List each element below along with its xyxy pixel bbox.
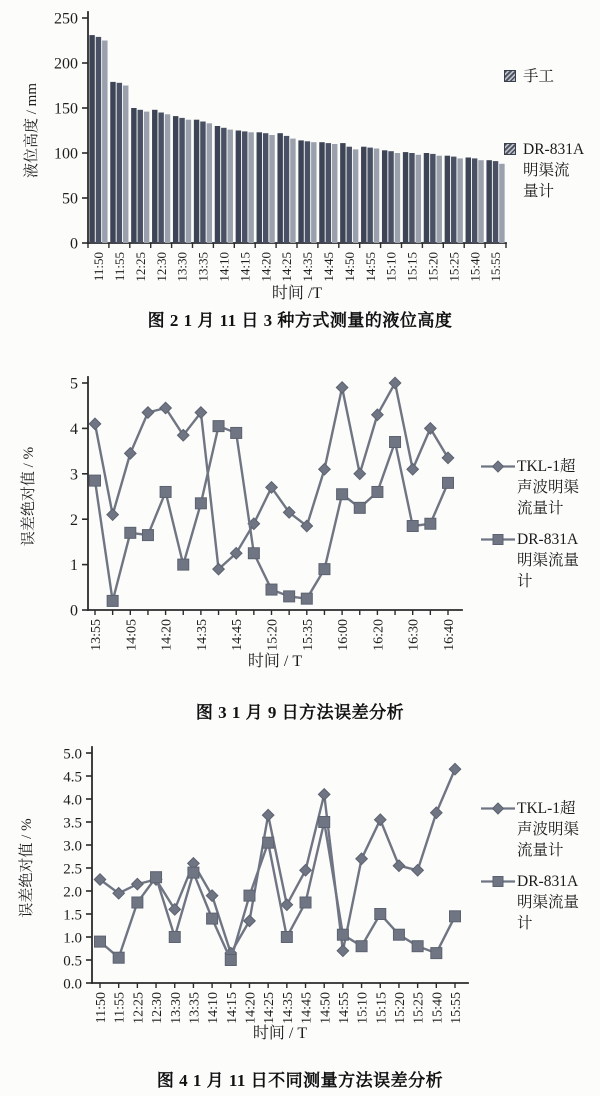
x-tick-label: 14:55: [362, 252, 378, 282]
legend-item: [504, 66, 584, 87]
x-tick-label: 14:35: [194, 619, 210, 651]
bar: [298, 140, 303, 243]
x-tick-label: 11:55: [112, 992, 128, 1024]
data-point: [337, 929, 348, 940]
y-tick-label: 0: [70, 602, 78, 620]
x-tick-label: 15:20: [425, 252, 441, 282]
y-tick-label: 250: [54, 10, 78, 28]
y-tick-label: 2: [70, 511, 78, 529]
x-tick-label: 14:25: [262, 992, 278, 1024]
data-point: [142, 530, 153, 541]
x-tick-label: 16:40: [442, 619, 458, 651]
x-tick-label: 14:50: [341, 252, 357, 282]
data-point: [372, 486, 383, 497]
bar: [215, 126, 220, 243]
bar: [430, 154, 435, 243]
x-tick-label: 12:25: [131, 992, 147, 1024]
hatch-square-icon: [504, 70, 516, 82]
bar: [257, 132, 262, 243]
chart-legend: [504, 66, 584, 254]
y-tick-label: 0.0: [63, 976, 82, 993]
bar: [144, 112, 149, 243]
bar: [424, 153, 429, 243]
bar: [409, 153, 414, 243]
bar: [131, 108, 136, 243]
bar: [236, 131, 241, 244]
x-tick-label: 14:35: [300, 252, 316, 282]
x-tick-label: 14:15: [224, 992, 240, 1024]
x-tick-label: 12:30: [150, 992, 166, 1024]
chart-legend: [481, 798, 579, 944]
figure-4: [0, 730, 600, 1096]
data-point: [442, 452, 454, 464]
bar: [173, 116, 178, 243]
diamond-marker-icon: [481, 802, 515, 815]
bar: [117, 83, 122, 243]
data-point: [300, 865, 312, 877]
x-tick-label: 15:35: [300, 619, 316, 651]
data-point: [132, 897, 143, 908]
data-point: [356, 941, 367, 952]
data-point: [337, 945, 349, 957]
x-tick-label: 15:55: [488, 251, 504, 282]
x-tick-label: 14:55: [336, 992, 352, 1024]
figure-2: [0, 0, 600, 345]
figure-3: [0, 360, 600, 725]
x-tick-label: 11:50: [94, 992, 110, 1024]
y-axis: [70, 376, 88, 620]
data-point: [407, 521, 418, 532]
legend-label: DR-831A 明渠流 量计: [523, 141, 585, 200]
legend-item: [481, 456, 579, 519]
data-point: [107, 595, 118, 606]
data-point: [188, 867, 199, 878]
data-point: [372, 409, 384, 421]
y-tick-label: 3: [70, 466, 78, 484]
data-point: [318, 789, 330, 801]
data-point: [300, 897, 311, 908]
data-point: [178, 559, 189, 570]
y-axis-title: 误差绝对值 / %: [19, 818, 35, 918]
bar: [158, 113, 163, 244]
bar: [248, 132, 253, 243]
bar: [186, 120, 191, 243]
square-marker-icon: [481, 533, 515, 546]
data-point: [95, 936, 106, 947]
legend-label: TKL-1超 声波明渠 流量计: [517, 458, 580, 517]
bar: [110, 82, 115, 243]
data-point: [301, 593, 312, 604]
bar: [361, 147, 366, 243]
data-point: [281, 932, 292, 943]
data-point: [319, 817, 330, 828]
legend-label: DR-831A 明渠流量 计: [517, 531, 580, 590]
x-tick-label: 15:25: [411, 992, 427, 1024]
data-point: [248, 548, 259, 559]
x-tick-label: 14:50: [318, 992, 334, 1024]
line-series-1: [95, 817, 461, 966]
axes: [88, 12, 506, 243]
data-point: [407, 463, 419, 475]
x-tick-label: 13:55: [89, 619, 105, 651]
line-series-1: [90, 421, 454, 607]
data-point: [319, 463, 331, 475]
x-tick-label: 15:40: [430, 992, 446, 1024]
data-point: [425, 423, 437, 435]
bar: [277, 133, 282, 243]
data-point: [431, 948, 442, 959]
data-point: [374, 814, 386, 826]
line-series-0: [94, 763, 461, 959]
data-point: [89, 418, 101, 430]
x-tick-label: 14:10: [206, 992, 222, 1024]
y-axis-title: 液位高度 / mm: [24, 82, 40, 179]
bar: [374, 149, 379, 244]
data-point: [390, 437, 401, 448]
y-tick-label: 4.5: [63, 769, 82, 786]
legend-item: [481, 798, 579, 861]
data-point: [450, 911, 461, 922]
bar: [123, 86, 128, 244]
x-tick-label: 15:15: [374, 992, 390, 1024]
figure-4-caption: 图 4 1 月 11 日不同测量方法误差分析: [156, 1071, 444, 1090]
bar: [403, 152, 408, 243]
bar: [319, 142, 324, 243]
data-point: [319, 564, 330, 575]
legend-label: DR-831A 明渠流量 计: [517, 873, 580, 932]
y-tick-label: 2.0: [63, 884, 82, 901]
legend-item: [504, 139, 584, 202]
bar: [194, 120, 199, 243]
x-axis-title: 时间 /T: [271, 285, 323, 302]
y-axis-title: 误差绝对值 / %: [21, 446, 37, 547]
bar: [472, 158, 477, 243]
y-tick-label: 5.0: [63, 746, 82, 763]
x-tick-label: 16:30: [406, 619, 422, 651]
x-tick-label: 14:05: [124, 619, 140, 651]
bar: [200, 122, 205, 244]
x-tick-label: 14:45: [230, 619, 246, 651]
bar: [102, 41, 107, 244]
x-tick-label: 15:20: [392, 992, 408, 1024]
bar: [416, 155, 421, 243]
data-point: [213, 421, 224, 432]
y-axis: [54, 11, 88, 253]
data-point: [393, 929, 404, 940]
chart-legend: [481, 456, 579, 602]
data-point: [337, 489, 348, 500]
data-point: [132, 878, 144, 890]
y-tick-label: 0: [70, 235, 78, 253]
bar: [165, 114, 170, 243]
data-point: [412, 941, 423, 952]
x-tick-label: 13:30: [168, 992, 184, 1024]
bar: [353, 149, 358, 243]
x-tick-label: 15:55: [449, 992, 465, 1024]
bar: [451, 157, 456, 243]
x-tick-label: 16:20: [371, 619, 387, 651]
x-tick-label: 14:35: [280, 992, 296, 1024]
bar: [179, 118, 184, 243]
data-point: [195, 498, 206, 509]
data-point: [356, 853, 368, 865]
y-tick-label: 50: [62, 190, 78, 208]
x-axis-labels: [91, 252, 503, 282]
bar: [326, 143, 331, 243]
data-point: [225, 955, 236, 966]
y-tick-label: 4: [70, 421, 78, 438]
data-point: [113, 952, 124, 963]
x-axis-labels: [89, 619, 457, 651]
bar: [478, 160, 483, 243]
data-point: [389, 377, 401, 389]
x-tick-label: 11:50: [91, 252, 107, 282]
bar: [388, 151, 393, 243]
x-tick-label: 14:45: [321, 252, 337, 282]
y-tick-label: 200: [54, 55, 78, 73]
hatch-square-icon: [504, 143, 516, 155]
bar: [89, 35, 94, 243]
x-tick-label: 16:00: [336, 619, 352, 651]
x-tick-label: 14:10: [216, 252, 232, 282]
bar: [263, 133, 268, 243]
bar: [445, 156, 450, 243]
x-axis-title: 时间 / T: [252, 1025, 308, 1042]
bar: [340, 143, 345, 243]
y-tick-label: 1.0: [63, 930, 82, 947]
y-tick-label: 1.5: [63, 907, 82, 924]
y-tick-label: 100: [54, 145, 78, 163]
bar: [96, 37, 101, 243]
legend-label: TKL-1超 声波明渠 流量计: [517, 800, 580, 859]
y-tick-label: 150: [54, 100, 78, 118]
figure-3-caption: 图 3 1 月 9 日方法误差分析: [195, 703, 405, 722]
x-tick-label: 13:35: [187, 992, 203, 1024]
bar: [284, 136, 289, 243]
bar: [466, 158, 471, 244]
data-point: [125, 448, 137, 460]
data-point: [281, 899, 293, 911]
data-point: [393, 860, 405, 872]
y-tick-label: 3.0: [63, 838, 82, 855]
data-point: [425, 518, 436, 529]
data-point: [443, 477, 454, 488]
axes: [92, 747, 468, 983]
x-tick-label: 14:20: [258, 252, 274, 282]
bar: [290, 139, 295, 243]
data-point: [266, 584, 277, 595]
y-tick-label: 3.5: [63, 815, 82, 832]
y-tick-label: 1: [70, 557, 78, 575]
data-point: [354, 468, 366, 480]
x-tick-label: 15:40: [467, 252, 483, 282]
x-tick-label: 13:35: [195, 252, 211, 282]
data-point: [206, 890, 218, 902]
x-tick-label: 13:30: [174, 252, 190, 282]
data-point: [244, 915, 256, 927]
x-tick-label: 14:45: [299, 992, 315, 1024]
bar: [207, 123, 212, 243]
bar: [152, 110, 157, 243]
data-point: [263, 837, 274, 848]
legend-item: [481, 529, 579, 592]
y-tick-label: 2.5: [63, 861, 82, 878]
legend-label: 手工: [523, 68, 555, 85]
x-tick-label: 14:15: [237, 252, 253, 282]
bar: [332, 144, 337, 243]
bar: [305, 141, 310, 243]
data-point: [169, 904, 181, 916]
x-tick-label: 15:10: [355, 992, 371, 1024]
bar: [486, 160, 491, 243]
diamond-marker-icon: [481, 460, 515, 473]
data-point: [412, 865, 424, 877]
bar: [493, 161, 498, 243]
bar: [382, 150, 387, 243]
data-point: [125, 527, 136, 538]
data-point: [336, 382, 348, 394]
data-point: [90, 475, 101, 486]
y-tick-label: 0.5: [63, 953, 82, 970]
y-axis: [63, 746, 92, 992]
x-tick-label: 14:20: [243, 992, 259, 1024]
data-point: [207, 913, 218, 924]
x-tick-label: 14:20: [159, 619, 175, 651]
data-point: [431, 807, 443, 819]
bar: [311, 142, 316, 243]
x-axis-ticks: [95, 610, 448, 615]
data-point: [142, 407, 154, 419]
data-point: [449, 763, 461, 775]
data-point: [375, 909, 386, 920]
data-point: [160, 486, 171, 497]
x-tick-label: 15:25: [446, 252, 462, 282]
data-point: [244, 890, 255, 901]
bar: [269, 135, 274, 243]
x-axis-labels: [94, 992, 464, 1024]
data-point: [231, 427, 242, 438]
x-tick-label: 12:25: [132, 252, 148, 282]
y-tick-label: 4.0: [63, 792, 82, 809]
x-axis-ticks: [88, 243, 506, 248]
x-tick-label: 14:25: [279, 252, 295, 282]
bar: [228, 130, 233, 243]
bar: [347, 147, 352, 243]
bar: [437, 156, 442, 243]
bar: [367, 148, 372, 243]
x-tick-label: 15:10: [383, 252, 399, 282]
bar: [457, 158, 462, 243]
data-point: [284, 591, 295, 602]
data-point: [354, 502, 365, 513]
figure-2-caption: 图 2 1 月 11 日 3 种方式测量的液位高度: [147, 311, 453, 330]
x-tick-label: 15:20: [265, 619, 281, 651]
x-tick-label: 12:30: [153, 252, 169, 282]
bar: [138, 110, 143, 243]
bar: [395, 153, 400, 243]
bar: [221, 128, 226, 243]
x-tick-label: 11:55: [112, 252, 128, 282]
bar: [242, 131, 247, 243]
data-point: [151, 872, 162, 883]
x-tick-label: 15:15: [404, 252, 420, 282]
data-point: [107, 509, 119, 521]
square-marker-icon: [481, 875, 515, 888]
y-tick-label: 5: [70, 375, 78, 393]
line-series-0: [89, 377, 454, 575]
x-axis-title: 时间 / T: [247, 653, 303, 670]
data-point: [169, 932, 180, 943]
legend-item: [481, 871, 579, 934]
data-point: [262, 809, 274, 821]
